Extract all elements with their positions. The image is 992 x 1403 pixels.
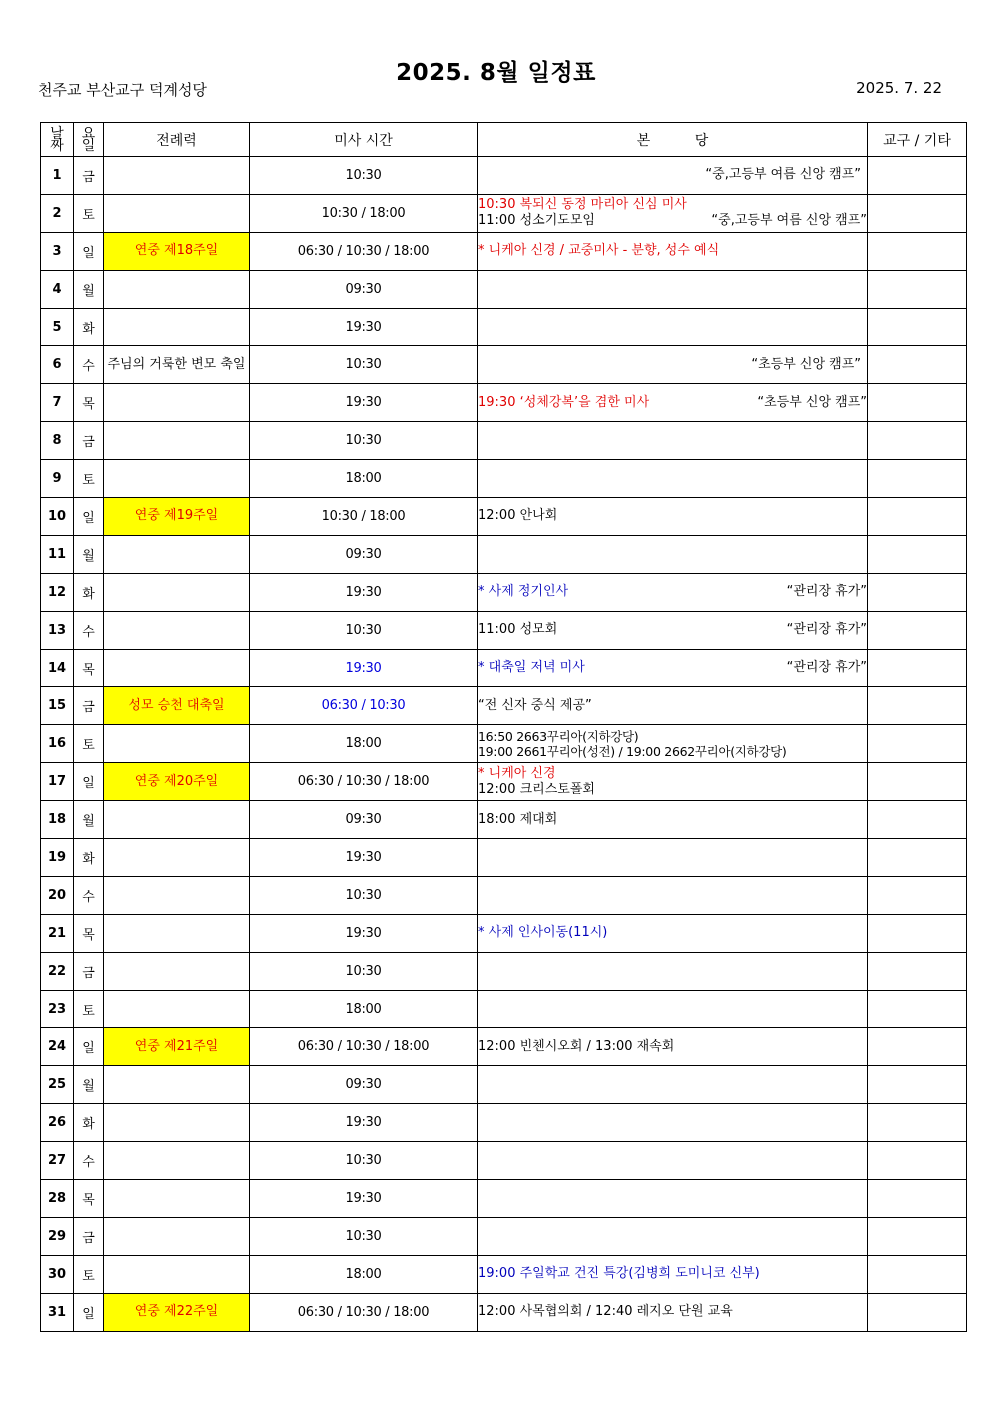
day-number: 29 — [41, 1217, 74, 1255]
weekday: 월 — [74, 801, 104, 839]
table-row — [41, 270, 967, 308]
weekday: 월 — [74, 270, 104, 308]
note-line-1: * 니케아 신경 — [478, 765, 556, 781]
table-row — [41, 498, 967, 536]
table-row — [41, 952, 967, 990]
other-notes — [868, 460, 967, 498]
main-notes — [478, 763, 868, 801]
other-notes — [868, 1028, 967, 1066]
other-notes — [868, 1255, 967, 1293]
weekday: 일 — [74, 1028, 104, 1066]
main-notes — [478, 308, 868, 346]
main-notes — [478, 1066, 868, 1104]
liturgy-cell — [104, 194, 250, 232]
liturgy-cell — [104, 1255, 250, 1293]
day-number: 7 — [41, 384, 74, 422]
table-row — [41, 1028, 967, 1066]
day-number: 25 — [41, 1066, 74, 1104]
day-number: 2 — [41, 194, 74, 232]
other-notes — [868, 990, 967, 1028]
other-notes — [868, 573, 967, 611]
other-notes — [868, 687, 967, 725]
main-notes — [478, 498, 868, 536]
main-notes — [478, 914, 868, 952]
other-notes — [868, 801, 967, 839]
table-row — [41, 1066, 967, 1104]
main-notes — [478, 384, 868, 422]
header-row — [41, 123, 967, 157]
weekday: 화 — [74, 308, 104, 346]
weekday: 수 — [74, 611, 104, 649]
other-notes — [868, 763, 967, 801]
main-notes — [478, 346, 868, 384]
day-number: 23 — [41, 990, 74, 1028]
day-number: 17 — [41, 763, 74, 801]
col-header-day: 날 짜 — [41, 123, 74, 157]
other-notes — [868, 839, 967, 877]
liturgy-cell: 연중 제22주일 — [104, 1293, 250, 1331]
liturgy-cell — [104, 725, 250, 763]
mass-times: 19:30 — [250, 384, 478, 422]
liturgy-cell — [104, 990, 250, 1028]
note-line — [478, 584, 867, 600]
weekday: 수 — [74, 876, 104, 914]
mass-times: 18:00 — [250, 1255, 478, 1293]
other-notes — [868, 876, 967, 914]
main-notes — [478, 157, 868, 195]
table-row — [41, 763, 967, 801]
table-row — [41, 649, 967, 687]
weekday: 월 — [74, 1066, 104, 1104]
main-notes — [478, 232, 868, 270]
note-line — [478, 395, 867, 411]
schedule-table — [40, 122, 967, 1332]
mass-times: 19:30 — [250, 1104, 478, 1142]
other-notes — [868, 1293, 967, 1331]
liturgy-cell — [104, 422, 250, 460]
other-notes — [868, 194, 967, 232]
table-row — [41, 194, 967, 232]
table-row — [41, 990, 967, 1028]
day-number: 1 — [41, 157, 74, 195]
liturgy-cell — [104, 839, 250, 877]
main-notes — [478, 611, 868, 649]
liturgy-cell — [104, 535, 250, 573]
note-left: 19:30 ‘성체강복’을 겸한 미사 — [478, 394, 650, 410]
main-notes — [478, 1104, 868, 1142]
liturgy-cell — [104, 1066, 250, 1104]
note-text: * 사제 인사이동(11시) — [478, 925, 608, 941]
other-notes — [868, 157, 967, 195]
other-notes — [868, 346, 967, 384]
weekday: 토 — [74, 725, 104, 763]
weekday: 금 — [74, 422, 104, 460]
liturgy-cell — [104, 649, 250, 687]
main-notes — [478, 990, 868, 1028]
weekday: 일 — [74, 763, 104, 801]
day-number: 11 — [41, 535, 74, 573]
day-number: 15 — [41, 687, 74, 725]
main-notes — [478, 876, 868, 914]
weekday: 수 — [74, 1142, 104, 1180]
day-number: 27 — [41, 1142, 74, 1180]
note-text: 12:00 안나회 — [478, 508, 558, 524]
day-number: 18 — [41, 801, 74, 839]
mass-times: 06:30 / 10:30 — [250, 687, 478, 725]
mass-times: 06:30 / 10:30 / 18:00 — [250, 1293, 478, 1331]
weekday: 금 — [74, 952, 104, 990]
main-notes — [478, 687, 868, 725]
table-row — [41, 1255, 967, 1293]
table-row — [41, 460, 967, 498]
main-notes — [478, 839, 868, 877]
table-row — [41, 346, 967, 384]
other-notes — [868, 308, 967, 346]
mass-times: 06:30 / 10:30 / 18:00 — [250, 232, 478, 270]
day-number: 22 — [41, 952, 74, 990]
other-notes — [868, 1066, 967, 1104]
table-row — [41, 422, 967, 460]
note-line-2 — [478, 744, 867, 759]
note-text: 19:00 주일학교 건진 특강(김병희 도미니코 신부) — [478, 1266, 760, 1282]
liturgy-cell — [104, 270, 250, 308]
day-number: 12 — [41, 573, 74, 611]
mass-times: 19:30 — [250, 573, 478, 611]
mass-times: 09:30 — [250, 1066, 478, 1104]
day-number: 9 — [41, 460, 74, 498]
other-notes — [868, 611, 967, 649]
weekday: 목 — [74, 914, 104, 952]
main-notes — [478, 535, 868, 573]
day-number: 3 — [41, 232, 74, 270]
weekday: 토 — [74, 194, 104, 232]
liturgy-cell — [104, 1217, 250, 1255]
mass-times: 19:30 — [250, 649, 478, 687]
main-notes — [478, 1180, 868, 1218]
main-notes — [478, 194, 868, 232]
table-row — [41, 573, 967, 611]
table-row — [41, 1104, 967, 1142]
day-number: 24 — [41, 1028, 74, 1066]
weekday: 목 — [74, 1180, 104, 1218]
note-left: 11:00 성모회 — [478, 622, 558, 638]
main-notes — [478, 725, 868, 763]
day-number: 19 — [41, 839, 74, 877]
mass-times: 10:30 — [250, 952, 478, 990]
col-header-other: 교구 / 기타 — [868, 123, 967, 157]
day-number: 14 — [41, 649, 74, 687]
main-notes — [478, 801, 868, 839]
note-line-1: 16:50 2663꾸리아(지하강당) — [478, 728, 639, 744]
mass-times: 19:30 — [250, 839, 478, 877]
weekday: 금 — [74, 687, 104, 725]
liturgy-cell — [104, 801, 250, 839]
mass-times: 10:30 — [250, 611, 478, 649]
main-notes — [478, 649, 868, 687]
main-notes — [478, 952, 868, 990]
other-notes — [868, 232, 967, 270]
mass-times: 06:30 / 10:30 / 18:00 — [250, 1028, 478, 1066]
table-row — [41, 687, 967, 725]
table-row — [41, 801, 967, 839]
weekday: 화 — [74, 573, 104, 611]
mass-times: 10:30 — [250, 1142, 478, 1180]
day-number: 31 — [41, 1293, 74, 1331]
liturgy-cell: 연중 제19주일 — [104, 498, 250, 536]
col-header-main: 본 당 — [478, 123, 868, 157]
note-right: “관리장 휴가” — [786, 660, 867, 676]
liturgy-cell: 주님의 거룩한 변모 축일 — [104, 346, 250, 384]
day-number: 30 — [41, 1255, 74, 1293]
note-line — [478, 622, 867, 638]
main-notes — [478, 1217, 868, 1255]
other-notes — [868, 1142, 967, 1180]
note-text: * 니케아 신경 / 교중미사 - 분향, 성수 예식 — [478, 243, 720, 259]
mass-times: 09:30 — [250, 801, 478, 839]
liturgy-cell — [104, 952, 250, 990]
note-text: 12:00 빈첸시오회 / 13:00 재속회 — [478, 1038, 675, 1054]
weekday: 일 — [74, 232, 104, 270]
main-notes — [478, 1255, 868, 1293]
day-number: 6 — [41, 346, 74, 384]
main-notes — [478, 1028, 868, 1066]
note-right: “중,고등부 여름 신앙 캠프” — [711, 213, 867, 229]
table-row — [41, 1180, 967, 1218]
table-row — [41, 232, 967, 270]
table-row — [41, 876, 967, 914]
mass-times: 19:30 — [250, 914, 478, 952]
day-number: 21 — [41, 914, 74, 952]
weekday: 토 — [74, 460, 104, 498]
other-notes — [868, 422, 967, 460]
mass-times: 10:30 — [250, 876, 478, 914]
liturgy-cell — [104, 384, 250, 422]
liturgy-cell — [104, 611, 250, 649]
table-row — [41, 1293, 967, 1331]
other-notes — [868, 535, 967, 573]
day-number: 10 — [41, 498, 74, 536]
mass-times: 10:30 — [250, 422, 478, 460]
other-notes — [868, 384, 967, 422]
liturgy-cell — [104, 460, 250, 498]
weekday: 월 — [74, 535, 104, 573]
other-notes — [868, 725, 967, 763]
table-row — [41, 839, 967, 877]
other-notes — [868, 1217, 967, 1255]
weekday: 수 — [74, 346, 104, 384]
table-row — [41, 535, 967, 573]
note-left: * 사제 정기인사 — [478, 584, 569, 600]
main-notes — [478, 1293, 868, 1331]
table-row — [41, 914, 967, 952]
note-right: “중,고등부 여름 신앙 캠프” — [705, 167, 861, 183]
liturgy-cell — [104, 1104, 250, 1142]
note-right: “관리장 휴가” — [786, 622, 867, 638]
day-number: 5 — [41, 308, 74, 346]
note-text: 18:00 제대회 — [478, 811, 558, 827]
mass-times: 18:00 — [250, 725, 478, 763]
mass-times: 18:00 — [250, 990, 478, 1028]
col-header-liturgy: 전례력 — [104, 123, 250, 157]
note-line-2 — [478, 213, 867, 229]
other-notes — [868, 1104, 967, 1142]
col-header-mass: 미사 시간 — [250, 123, 478, 157]
liturgy-cell — [104, 308, 250, 346]
mass-times: 19:30 — [250, 308, 478, 346]
table-row — [41, 1217, 967, 1255]
weekday: 토 — [74, 1255, 104, 1293]
note-right: “관리장 휴가” — [786, 584, 867, 600]
other-notes — [868, 1180, 967, 1218]
liturgy-cell — [104, 573, 250, 611]
note-left: 12:00 크리스토폴회 — [478, 781, 595, 797]
weekday: 목 — [74, 384, 104, 422]
other-notes — [868, 270, 967, 308]
page-title: 2025. 8월 일정표 — [396, 60, 596, 86]
mass-times: 09:30 — [250, 535, 478, 573]
mass-times: 10:30 — [250, 346, 478, 384]
note-text: “전 신자 중식 제공” — [478, 697, 592, 713]
table-row — [41, 308, 967, 346]
mass-times: 10:30 / 18:00 — [250, 194, 478, 232]
table-row — [41, 725, 967, 763]
other-notes — [868, 649, 967, 687]
weekday: 화 — [74, 839, 104, 877]
day-number: 28 — [41, 1180, 74, 1218]
note-right: “초등부 신앙 캠프” — [757, 394, 867, 410]
mass-times: 19:30 — [250, 1180, 478, 1218]
day-number: 16 — [41, 725, 74, 763]
day-number: 8 — [41, 422, 74, 460]
weekday: 화 — [74, 1104, 104, 1142]
note-left: 19:00 2661꾸리아(성전) / 19:00 2662꾸리아(지하강당) — [478, 743, 787, 759]
weekday: 금 — [74, 157, 104, 195]
day-number: 13 — [41, 611, 74, 649]
table-row — [41, 1142, 967, 1180]
liturgy-cell — [104, 914, 250, 952]
day-number: 20 — [41, 876, 74, 914]
weekday: 목 — [74, 649, 104, 687]
mass-times: 10:30 / 18:00 — [250, 498, 478, 536]
main-notes — [478, 422, 868, 460]
liturgy-cell — [104, 157, 250, 195]
note-line-2 — [478, 782, 867, 798]
liturgy-cell: 연중 제20주일 — [104, 763, 250, 801]
main-notes — [478, 1142, 868, 1180]
mass-times: 09:30 — [250, 270, 478, 308]
liturgy-cell: 연중 제18주일 — [104, 232, 250, 270]
liturgy-cell: 연중 제21주일 — [104, 1028, 250, 1066]
note-right: “초등부 신앙 캠프” — [751, 356, 861, 372]
weekday: 토 — [74, 990, 104, 1028]
other-notes — [868, 952, 967, 990]
table-row — [41, 611, 967, 649]
liturgy-cell: 성모 승천 대축일 — [104, 687, 250, 725]
note-left: * 대축일 저녁 미사 — [478, 660, 585, 676]
weekday: 일 — [74, 1293, 104, 1331]
note-left: 11:00 성소기도모임 — [478, 213, 595, 229]
main-notes — [478, 270, 868, 308]
day-number: 26 — [41, 1104, 74, 1142]
col-header-weekday: 요 일 — [74, 123, 104, 157]
mass-times: 10:30 — [250, 1217, 478, 1255]
mass-times: 10:30 — [250, 157, 478, 195]
mass-times: 06:30 / 10:30 / 18:00 — [250, 763, 478, 801]
liturgy-cell — [104, 1142, 250, 1180]
other-notes — [868, 498, 967, 536]
weekday: 일 — [74, 498, 104, 536]
main-notes — [478, 573, 868, 611]
note-line — [478, 660, 867, 676]
note-text: 12:00 사목협의회 / 12:40 레지오 단원 교육 — [478, 1304, 733, 1320]
other-notes — [868, 914, 967, 952]
weekday: 금 — [74, 1217, 104, 1255]
liturgy-cell — [104, 1180, 250, 1218]
parish-name: 천주교 부산교구 덕계성당 — [38, 81, 207, 99]
mass-times: 18:00 — [250, 460, 478, 498]
issued-date: 2025. 7. 22 — [856, 79, 942, 97]
note-line-1: 10:30 복되신 동정 마리아 신심 미사 — [478, 197, 687, 213]
table-row — [41, 384, 967, 422]
main-notes — [478, 460, 868, 498]
liturgy-cell — [104, 876, 250, 914]
table-row — [41, 157, 967, 195]
day-number: 4 — [41, 270, 74, 308]
